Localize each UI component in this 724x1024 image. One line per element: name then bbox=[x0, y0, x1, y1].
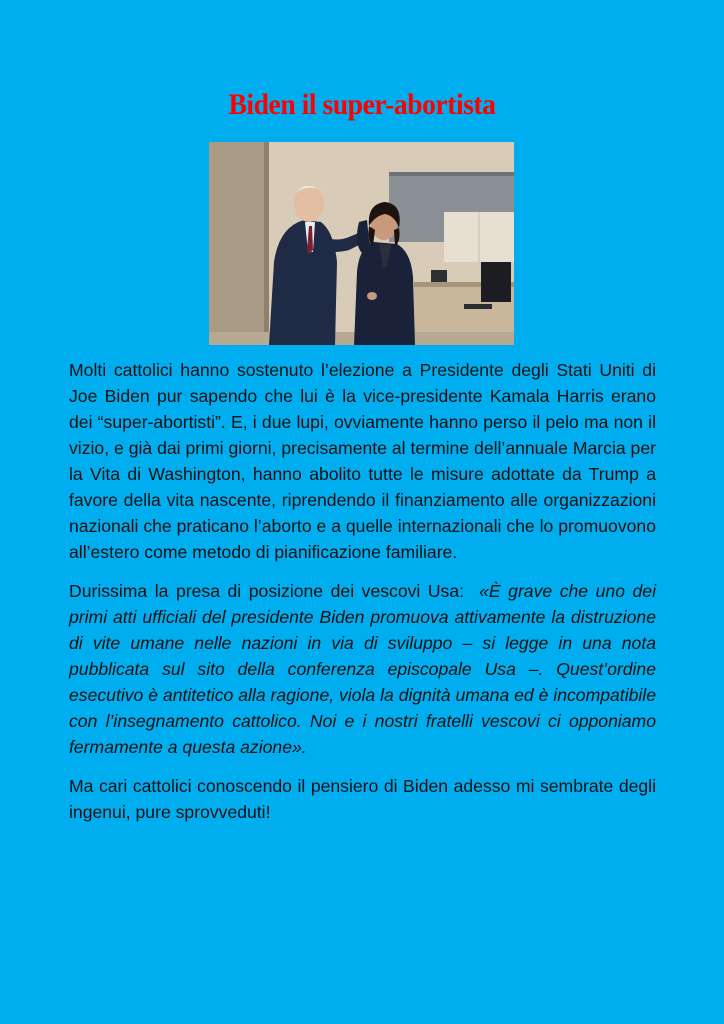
photo-biden-harris-high-five-icon bbox=[209, 142, 514, 345]
paragraph-3: Ma cari cattolici conoscendo il pensiero di Biden adesso mi sembrate degli ingenui, pure sprovveduti! bbox=[69, 776, 656, 822]
bishops-quote: «È grave che uno dei primi atti ufficiali del presidente Biden promuova attivamente la distruzione di vite umane nelle nazioni in via di sviluppo – si legge in una nota pubblicata sul sito della conferenza episcopale Usa –. Quest’ordine esecutivo è antitetico alla ragione, viola la dignità umana ed è incompatibile con l’insegnamento cattolico. Noi e i nostri fratelli vescovi ci opponiamo fermamente a questa azione». bbox=[69, 581, 656, 757]
article-photo bbox=[209, 142, 514, 345]
paragraph-1: Molti cattolici hanno sostenuto l’elezione a Presidente degli Stati Uniti di Joe Biden pur sapendo che lui è la vice-presidente Kamala Harris erano dei “super-abortisti”. E, i due lupi, ovviamente hanno perso il pelo ma non il vizio, e già dai primi giorni, precisamente al termine dell’annuale Marcia per la Vita di Washington, hanno abolito tutte le misure adottate da Trump a favore della vita nascente, riprendendo il finanziamento alle organizzazioni nazionali che praticano l’aborto e a quelle internazionali che lo promuovono all’estero come metodo di pianificazione familiare. bbox=[69, 360, 656, 562]
article-body bbox=[69, 357, 656, 838]
page-title: Biden il super-abortista bbox=[228, 88, 496, 121]
paragraph-2 bbox=[69, 578, 656, 760]
paragraph-2-intro: Durissima la presa di posizione dei vescovi Usa: bbox=[69, 581, 480, 601]
